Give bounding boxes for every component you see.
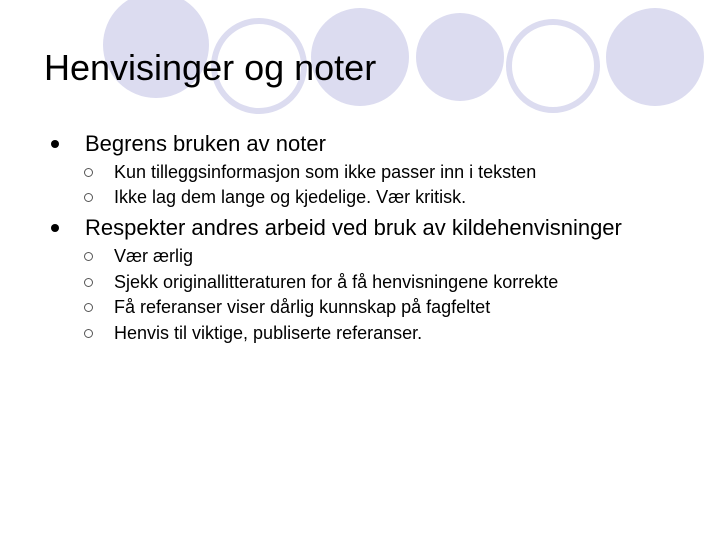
bullet-dot-icon — [51, 140, 59, 148]
bullet-dot-icon — [51, 224, 59, 232]
bullet-ring-icon — [84, 168, 93, 177]
deco-circle-6 — [606, 8, 704, 106]
bullet-level1-text: Respekter andres arbeid ved bruk av kildehenvisninger — [85, 215, 622, 240]
bullet-ring-icon — [84, 303, 93, 312]
bullet-level2-text: Sjekk originallitteraturen for å få henvisningene korrekte — [114, 272, 559, 292]
bullet-ring-icon — [84, 252, 93, 261]
bullet-level2-text: Henvis til viktige, publiserte referanser. — [114, 323, 423, 343]
deco-circle-4 — [416, 13, 504, 101]
bullet-level2-text: Vær ærlig — [114, 246, 194, 266]
bullet-level1-text: Begrens bruken av noter — [85, 131, 326, 156]
bullet-ring-icon — [84, 329, 93, 338]
bullet-ring-icon — [84, 193, 93, 202]
bullet-level2-text: Ikke lag dem lange og kjedelige. Vær kritisk. — [114, 187, 467, 207]
deco-circle-5 — [509, 22, 597, 110]
bullet-ring-icon — [84, 278, 93, 287]
bullet-level2-text: Få referanser viser dårlig kunnskap på fagfeltet — [114, 297, 491, 317]
bullet-level2-text: Kun tilleggsinformasjon som ikke passer inn i teksten — [114, 162, 537, 182]
slide-title: Henvisinger og noter — [44, 47, 377, 88]
